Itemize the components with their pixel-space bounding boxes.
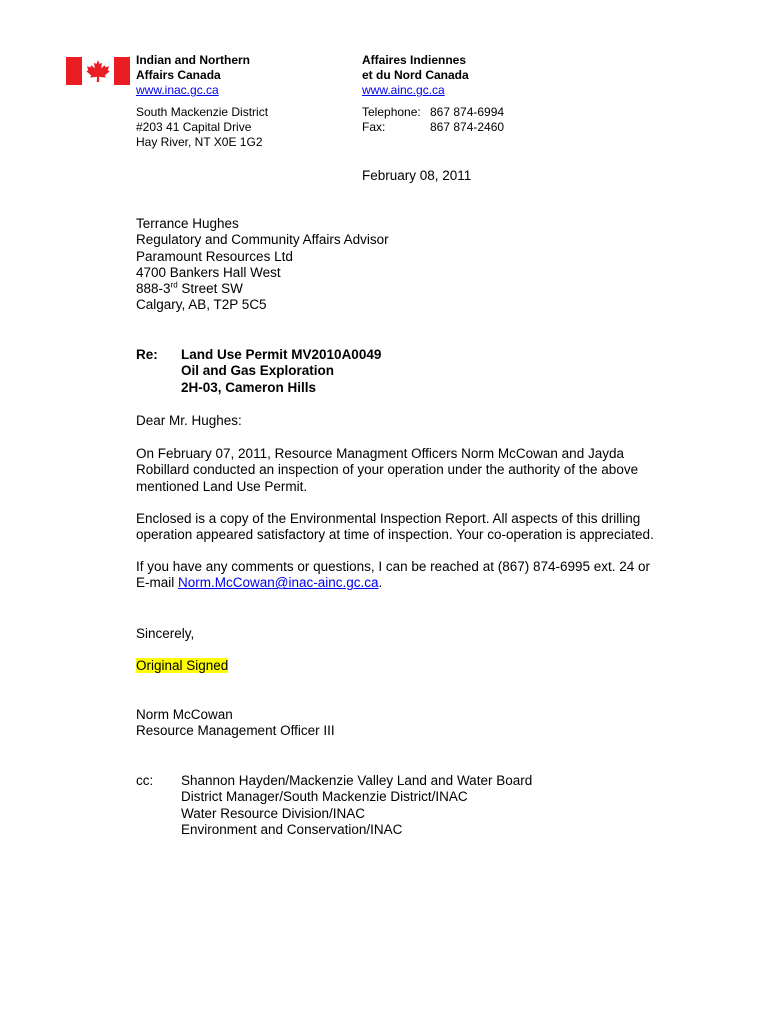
recipient-address-line2 <box>136 281 389 297</box>
cc-list <box>181 773 532 838</box>
signer-title: Resource Management Officer III <box>136 723 335 739</box>
cc-recipient: District Manager/South Mackenzie District/INAC <box>181 789 468 805</box>
telephone-label: Telephone: <box>362 105 421 119</box>
office-address <box>136 105 268 150</box>
paragraph3-line1: If you have any comments or questions, I can be reached at (867) 874-6995 ext. 24 or <box>136 559 651 574</box>
fax-number: 867 874-2460 <box>430 120 505 134</box>
paragraph-contact <box>136 559 650 592</box>
fax-label: Fax: <box>362 120 386 134</box>
website-link-fr[interactable]: www.ainc.gc.ca <box>362 83 445 97</box>
signature-note <box>136 658 228 674</box>
english-department-block <box>136 53 250 98</box>
flag-left-bar <box>66 57 82 85</box>
office-address-line1: South Mackenzie District <box>136 105 269 119</box>
paragraph1-line1: On February 07, 2011, Resource Managment Officers Norm McCowan and Jayda <box>136 446 624 461</box>
paragraph2-line1: Enclosed is a copy of the Environmental Inspection Report. All aspects of this drilling <box>136 511 641 526</box>
paragraph-inspection <box>136 446 638 495</box>
paragraph2-line2: operation appeared satisfactory at time of inspection. Your co-operation is appreciated. <box>136 527 654 543</box>
office-address-line2: #203 41 Capital Drive <box>136 120 252 134</box>
email-suffix: . <box>378 575 383 591</box>
signer-name: Norm McCowan <box>136 707 233 722</box>
dept-name-en-line1: Indian and Northern <box>136 53 250 67</box>
recipient-title: Regulatory and Community Affairs Advisor <box>136 232 389 248</box>
recipient-address-line1: 4700 Bankers Hall West <box>136 264 281 280</box>
ordinal-suffix: rd <box>170 280 178 290</box>
subject-line2: Oil and Gas Exploration <box>181 363 335 379</box>
recipient-address-line3: Calgary, AB, T2P 5C5 <box>136 297 267 313</box>
recipient-address <box>136 216 389 314</box>
dept-name-en-line2: Affairs Canada <box>136 68 221 82</box>
paragraph-report <box>136 511 654 544</box>
letter-date: February 08, 2011 <box>362 168 472 183</box>
french-department-block <box>362 53 469 98</box>
dept-name-fr-line1: Affaires Indiennes <box>362 53 467 67</box>
flag-right-bar <box>114 57 130 85</box>
original-signed-highlight: Original Signed <box>136 658 229 673</box>
paragraph1-line2: Robillard conducted an inspection of your operation under the authority of the above <box>136 462 639 478</box>
recipient-company: Paramount Resources Ltd <box>136 248 293 264</box>
fax-row <box>362 120 504 135</box>
maple-leaf-icon <box>85 59 111 83</box>
cc-recipient: Water Resource Division/INAC <box>181 805 366 821</box>
closing: Sincerely, <box>136 626 195 641</box>
subject-line1: Land Use Permit MV2010A0049 <box>181 347 382 362</box>
dept-name-fr-line2: et du Nord Canada <box>362 68 469 82</box>
subject-line3: 2H-03, Cameron Hills <box>181 379 317 395</box>
contact-numbers <box>362 105 504 135</box>
paragraph3-line2 <box>136 575 650 591</box>
email-link[interactable]: Norm.McCowan@inac-ainc.gc.ca <box>178 575 379 591</box>
office-address-line3: Hay River, NT X0E 1G2 <box>136 135 263 149</box>
cc-recipient: Shannon Hayden/Mackenzie Valley Land and Water Board <box>181 773 533 788</box>
canada-flag-icon <box>66 57 130 85</box>
cc-label: cc: <box>136 773 154 788</box>
subject-block <box>181 347 381 396</box>
email-prefix: E-mail <box>136 575 179 591</box>
cc-recipient: Environment and Conservation/INAC <box>181 821 403 837</box>
street-number: 888-3 <box>136 281 171 297</box>
website-link-en[interactable]: www.inac.gc.ca <box>136 83 219 97</box>
flag-center-field <box>82 57 114 85</box>
telephone-number: 867 874-6994 <box>430 105 505 119</box>
subject-label: Re: <box>136 347 158 362</box>
telephone-row <box>362 105 504 120</box>
paragraph1-line3: mentioned Land Use Permit. <box>136 478 308 494</box>
recipient-name: Terrance Hughes <box>136 216 239 231</box>
street-name: Street SW <box>177 281 243 297</box>
salutation: Dear Mr. Hughes: <box>136 413 242 428</box>
signer-block <box>136 707 335 740</box>
